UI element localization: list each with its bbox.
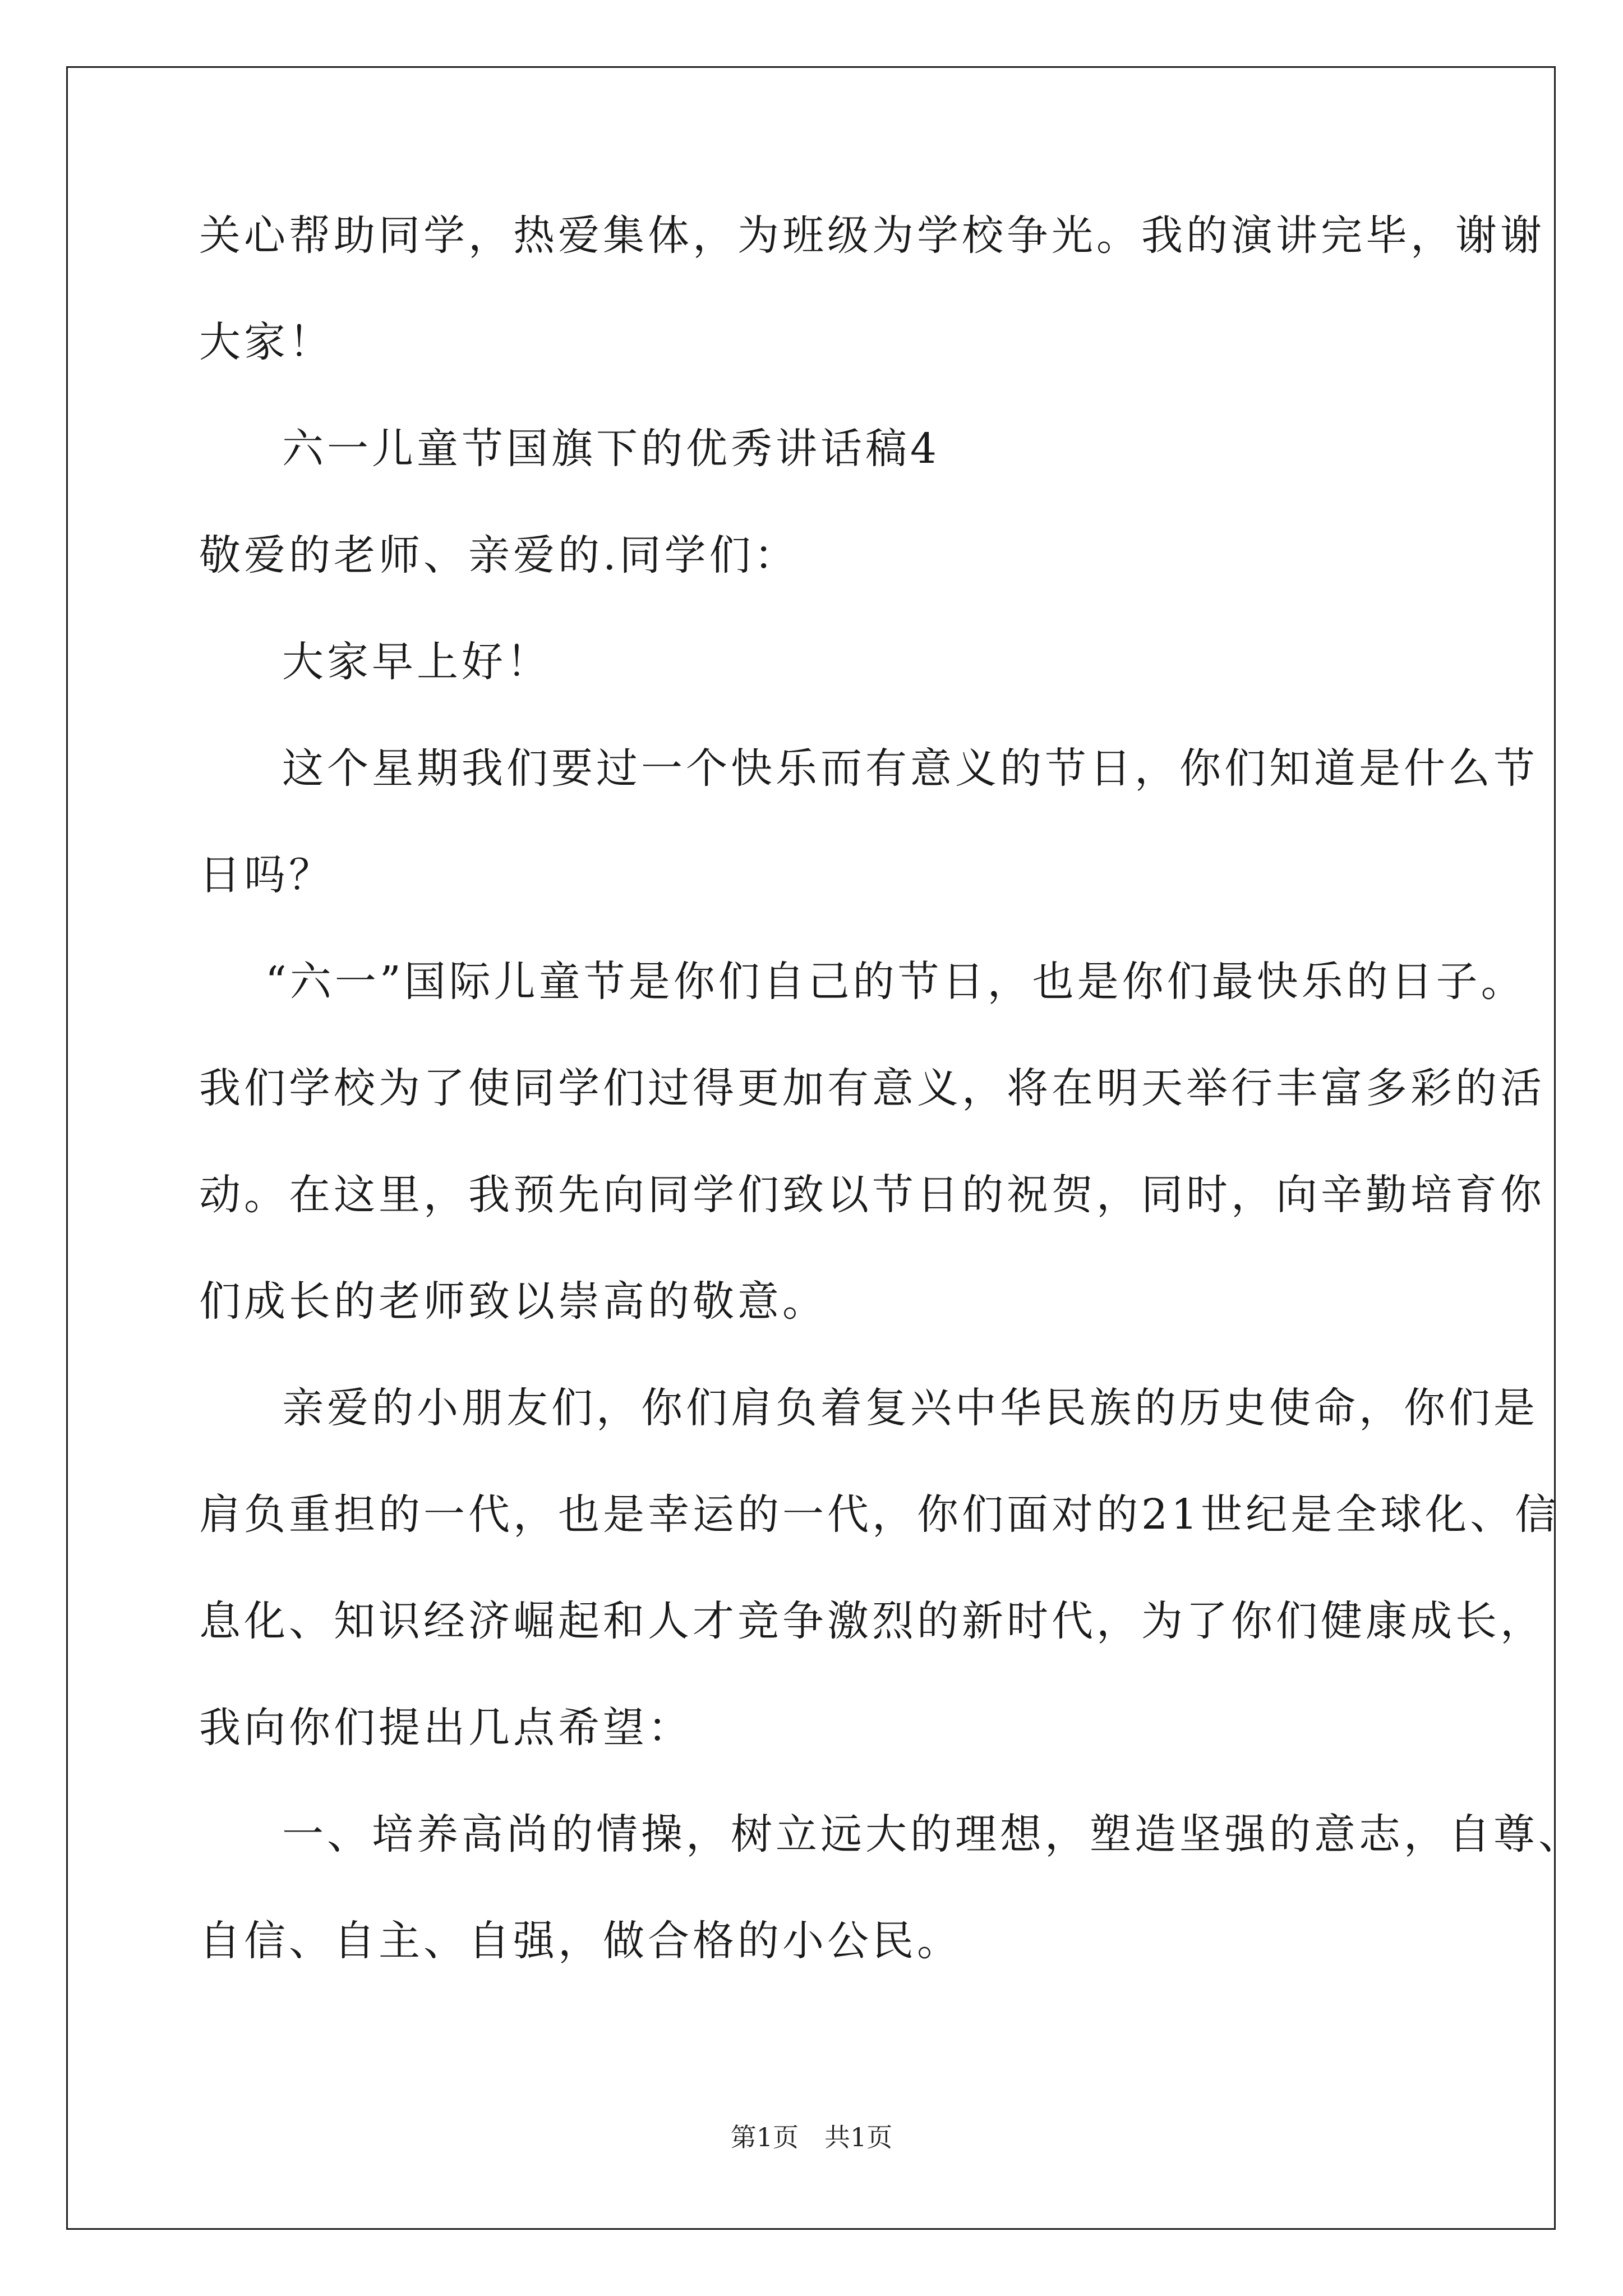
text-line: 息化、知识经济崛起和人才竞争激烈的新时代，为了你们健康成长， [199, 1597, 1545, 1645]
text-line: 们成长的老师致以崇高的敬意。 [199, 1277, 827, 1326]
salutation: 敬爱的老师、亲爱的.同学们： [199, 531, 799, 579]
page-border [66, 66, 1556, 2230]
text-line: 自信、自主、自强，做合格的小公民。 [199, 1917, 962, 1965]
text-line: “六一”国际儿童节是你们自己的节日，也是你们最快乐的日子。 [265, 958, 1526, 1006]
text-line: 肩负重担的一代，也是幸运的一代，你们面对的21世纪是全球化、信 [199, 1490, 1560, 1539]
text-line: 亲爱的小朋友们，你们肩负着复兴中华民族的历史使命，你们是 [282, 1384, 1538, 1432]
page-number: 第1页 共1页 [730, 2122, 893, 2152]
text-line: 我们学校为了使同学们过得更加有意义，将在明天举行丰富多彩的活 [199, 1064, 1545, 1112]
text-line: 我向你们提出几点希望： [199, 1704, 693, 1752]
text-line: 动。在这里，我预先向同学们致以节日的祝贺，同时，向辛勤培育你 [199, 1171, 1545, 1219]
greeting: 大家早上好！ [282, 638, 551, 686]
text-line: 大家！ [199, 318, 334, 366]
text-line: 关心帮助同学，热爱集体，为班级为学校争光。我的演讲完毕，谢谢 [199, 211, 1545, 260]
text-line: 日吗？ [199, 851, 334, 899]
section-heading: 六一儿童节国旗下的优秀讲话稿4 [282, 425, 940, 473]
text-line: 这个星期我们要过一个快乐而有意义的节日，你们知道是什么节 [282, 744, 1538, 793]
text-line: 一、培养高尚的情操，树立远大的理想，塑造坚强的意志，自尊、 [282, 1810, 1583, 1858]
